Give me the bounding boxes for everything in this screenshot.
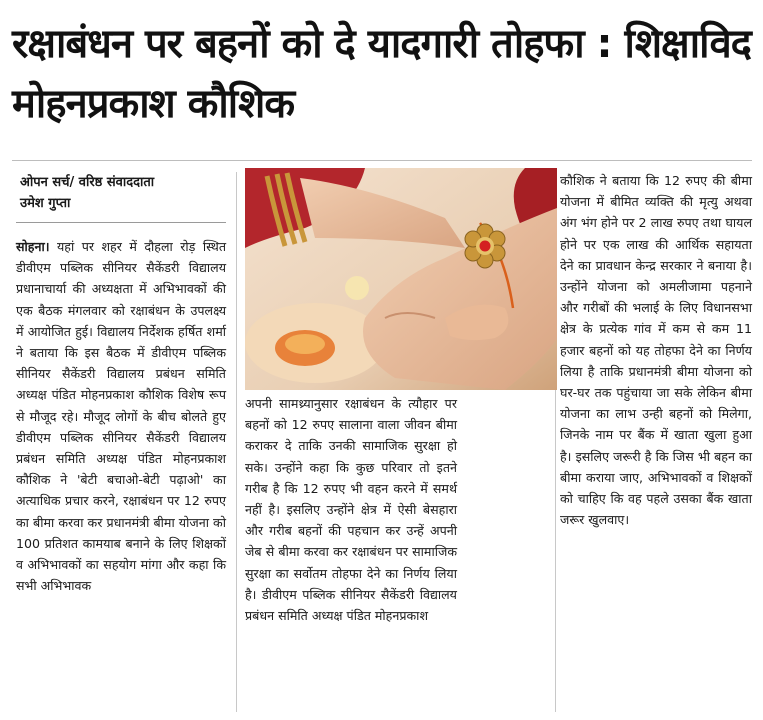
article-column-1 bbox=[16, 236, 226, 596]
article-column-3: कौशिक ने बताया कि 12 रुपए की बीमा योजना में बीमित व्यक्ति की मृत्यु अथवा अंग भंग होने पर 2 लाख रुपए तथा घायल होने पर एक लाख की आर्थिक सहायता देने का प्रावधान केन्द्र सरकार ने बनाया है। उन्होंने योजना को अमलीजामा पहनाने और गरीबों की भलाई के लिए विधानसभा क्षेत्र के प्रत्येक गांव में कम से कम 11 हजार बहनों को यह तोहफा देने का निर्णय लिया है ताकि प्रधानमंत्री बीमा योजना को घर-घर तक पहुंचाया जा सके लेकिन बीमा योजना का लाभ उन्ही बहनों को मिलेगा, जिनके नाम पर बैंक में खाता खुला हुआ है। इसलिए जरूरी है कि जिस भी बहन का बीमा कराया जाए, अभिभावकों व शिक्षकों को चाहिए कि वह पहले उसका बैंक खाता जरूर खुलवाए। bbox=[560, 173, 752, 528]
dateline: सोहना। bbox=[16, 239, 50, 254]
headline-divider bbox=[12, 160, 752, 161]
byline-author: उमेश गुप्ता bbox=[20, 196, 71, 211]
byline-source: ओपन सर्च/ वरिष्ठ संवाददाता bbox=[20, 175, 155, 190]
byline bbox=[20, 172, 230, 214]
byline-divider bbox=[16, 222, 226, 223]
headline: रक्षाबंधन पर बहनों को दे यादगारी तोहफा : शिक्षाविद मोहनप्रकाश कौशिक bbox=[12, 21, 751, 127]
article-text-1: यहां पर शहर में दौहला रोड़ स्थित डीवीएम पब्लिक सीनियर सैकेंडरी विद्यालय प्रधानाचार्या की अध्यक्षता में अभिभावकों की एक बैठक मंगलवार को रक्षाबंधन के उपलक्ष्य में आयोजित हुई। विद्यालय निर्देशक हर्षित शर्मा ने बताया कि इस बैठक में डीवीएम पब्लिक सीनियर सैकेंडरी विद्यालय प्रबंधन समिति अध्यक्ष पंडित मोहनप्रकाश कौशिक विशेष रूप से मौजूद रहे। मौजूद लोगों के बीच बोलते हुए डीवीएम पब्लिक सीनियर सैकेंडरी विद्यालय प्रबंधन समिति अध्यक्ष पंडित मोहनप्रकाश कौशिक ने 'बेटी बचाओ-बेटी पढ़ाओ' का अत्याधिक प्रचार करने, रक्षाबंधन पर 12 रुपए का बीमा करवा कर प्रधानमंत्री बीमा योजना को 100 प्रतिशत कामयाब बनाने के लिए शिक्षकों व अभिभावकों का सहयोग मांगा और कहा कि सभी अभिभावक bbox=[16, 239, 226, 594]
rakhi-photo bbox=[245, 168, 557, 390]
article-column-2: अपनी सामथ्र्यानुसार रक्षाबंधन के त्यौहार पर बहनों को 12 रुपए सालाना वाला जीवन बीमा कराकर दे ताकि उनकी सामाजिक सुरक्षा हो सके। उन्होंने कहा कि कुछ परिवार तो इतने गरीब है कि 12 रुपए भी वहन करने में समर्थ नहीं है। इसलिए उन्होंने क्षेत्र में ऐसी बेसहारा और गरीब बहनों की पहचान कर उन्हें अपनी जेब से बीमा करवा कर रक्षाबंधन पर सामाजिक सुरक्षा का सर्वोतम तोहफा देने का निर्णय लिया है। डीवीएम पब्लिक सीनियर सैकेंडरी विद्यालय प्रबंधन समिति अध्यक्ष पंडित मोहनप्रकाश bbox=[245, 396, 457, 624]
rakhi-photo-image bbox=[245, 168, 557, 390]
column-divider-left bbox=[236, 172, 237, 712]
